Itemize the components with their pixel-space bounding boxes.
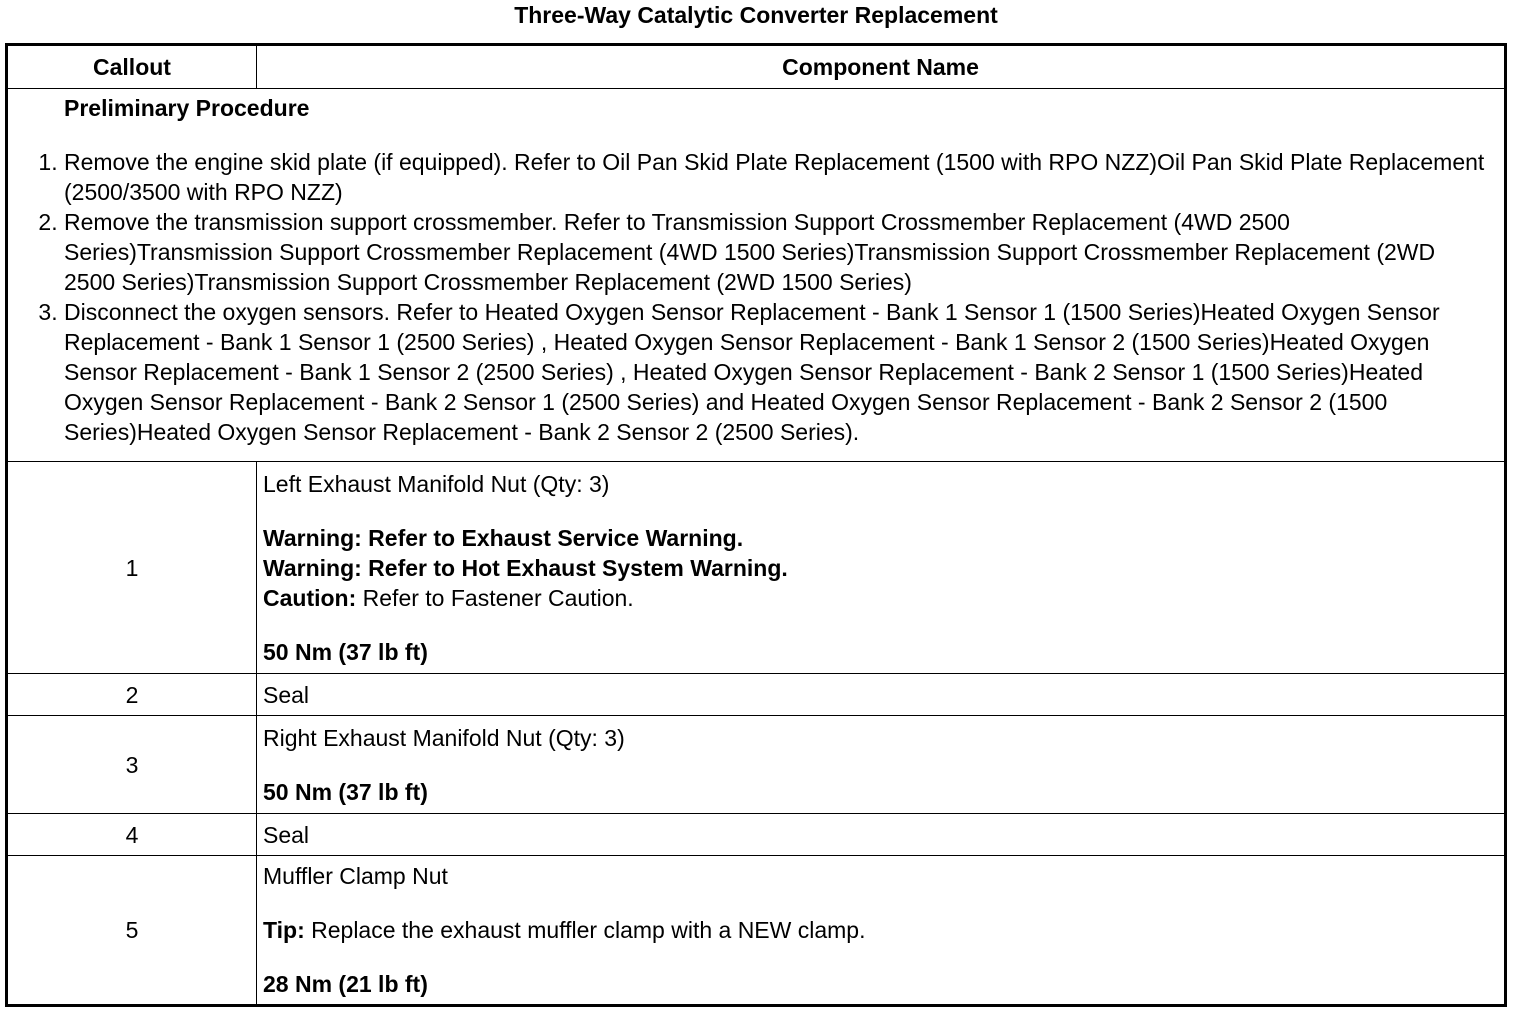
callout-number: 5 — [7, 856, 257, 1006]
callout-number: 2 — [7, 674, 257, 716]
page-title: Three-Way Catalytic Converter Replacement — [514, 2, 998, 28]
preliminary-procedure-cell — [7, 89, 1506, 462]
table-row — [7, 674, 1506, 716]
preliminary-step: 2. Remove the transmission support crossmember. Refer to Transmission Support Crossmember Replacement (4WD 2500 Series)Transmission Support Crossmember Replacement (4WD 1500 Series)Transmission Support Crossmember Replacement (2WD 2500 Series)Transmission Support Crossmember Replacement (2WD 1500 Series) — [64, 207, 1486, 297]
warning-text: Warning: Refer to Hot Exhaust System Warning. — [263, 554, 788, 581]
component-name-header: Component Name — [257, 45, 1506, 89]
preliminary-procedure-heading: Preliminary Procedure — [64, 95, 310, 121]
table-row — [7, 716, 1506, 814]
procedure-table — [5, 43, 1507, 1007]
callout-number: 3 — [7, 716, 257, 814]
component-cell — [257, 716, 1506, 814]
component-name: Muffler Clamp Nut — [263, 863, 448, 889]
table-row — [7, 814, 1506, 856]
preliminary-step: 3. Disconnect the oxygen sensors. Refer to Heated Oxygen Sensor Replacement - Bank 1 Sensor 1 (1500 Series)Heated Oxygen Sensor Replacement - Bank 1 Sensor 1 (2500 Series) , Heated Oxygen Sensor Replacement - Bank 1 Sensor 2 (1500 Series)Heated Oxygen Sensor Replacement - Bank 1 Sensor 2 (2500 Series) , Heated Oxygen Sensor Replacement - Bank 2 Sensor 1 (1500 Series)Heated Oxygen Sensor Replacement - Bank 2 Sensor 1 (2500 Series) and Heated Oxygen Sensor Replacement - Bank 2 Sensor 2 (1500 Series)Heated Oxygen Sensor Replacement - Bank 2 Sensor 2 (2500 Series). — [64, 297, 1486, 447]
preliminary-step: 1. Remove the engine skid plate (if equipped). Refer to Oil Pan Skid Plate Replacement (1500 with RPO NZZ)Oil Pan Skid Plate Replacement (2500/3500 with RPO NZZ) — [64, 147, 1486, 207]
callout-header: Callout — [7, 45, 257, 89]
tip-text: Tip: Replace the exhaust muffler clamp with a NEW clamp. — [263, 917, 866, 943]
caution-text: Caution: Refer to Fastener Caution. — [263, 584, 634, 611]
preliminary-procedure-row — [7, 89, 1506, 462]
torque-spec: 50 Nm (37 lb ft) — [263, 638, 428, 665]
callout-number: 4 — [7, 814, 257, 856]
torque-spec: 50 Nm (37 lb ft) — [263, 778, 428, 805]
component-name: Seal — [257, 674, 1506, 716]
table-header-row — [7, 45, 1506, 89]
warning-text: Warning: Refer to Exhaust Service Warning. — [263, 524, 744, 551]
table-row — [7, 856, 1506, 1006]
component-cell — [257, 856, 1506, 1006]
component-name: Seal — [257, 814, 1506, 856]
component-cell — [257, 462, 1506, 674]
preliminary-steps-list — [26, 147, 1486, 447]
callout-number: 1 — [7, 462, 257, 674]
component-name: Left Exhaust Manifold Nut (Qty: 3) — [263, 470, 610, 497]
table-row — [7, 462, 1506, 674]
component-name: Right Exhaust Manifold Nut (Qty: 3) — [263, 724, 625, 751]
torque-spec: 28 Nm (21 lb ft) — [263, 971, 428, 997]
